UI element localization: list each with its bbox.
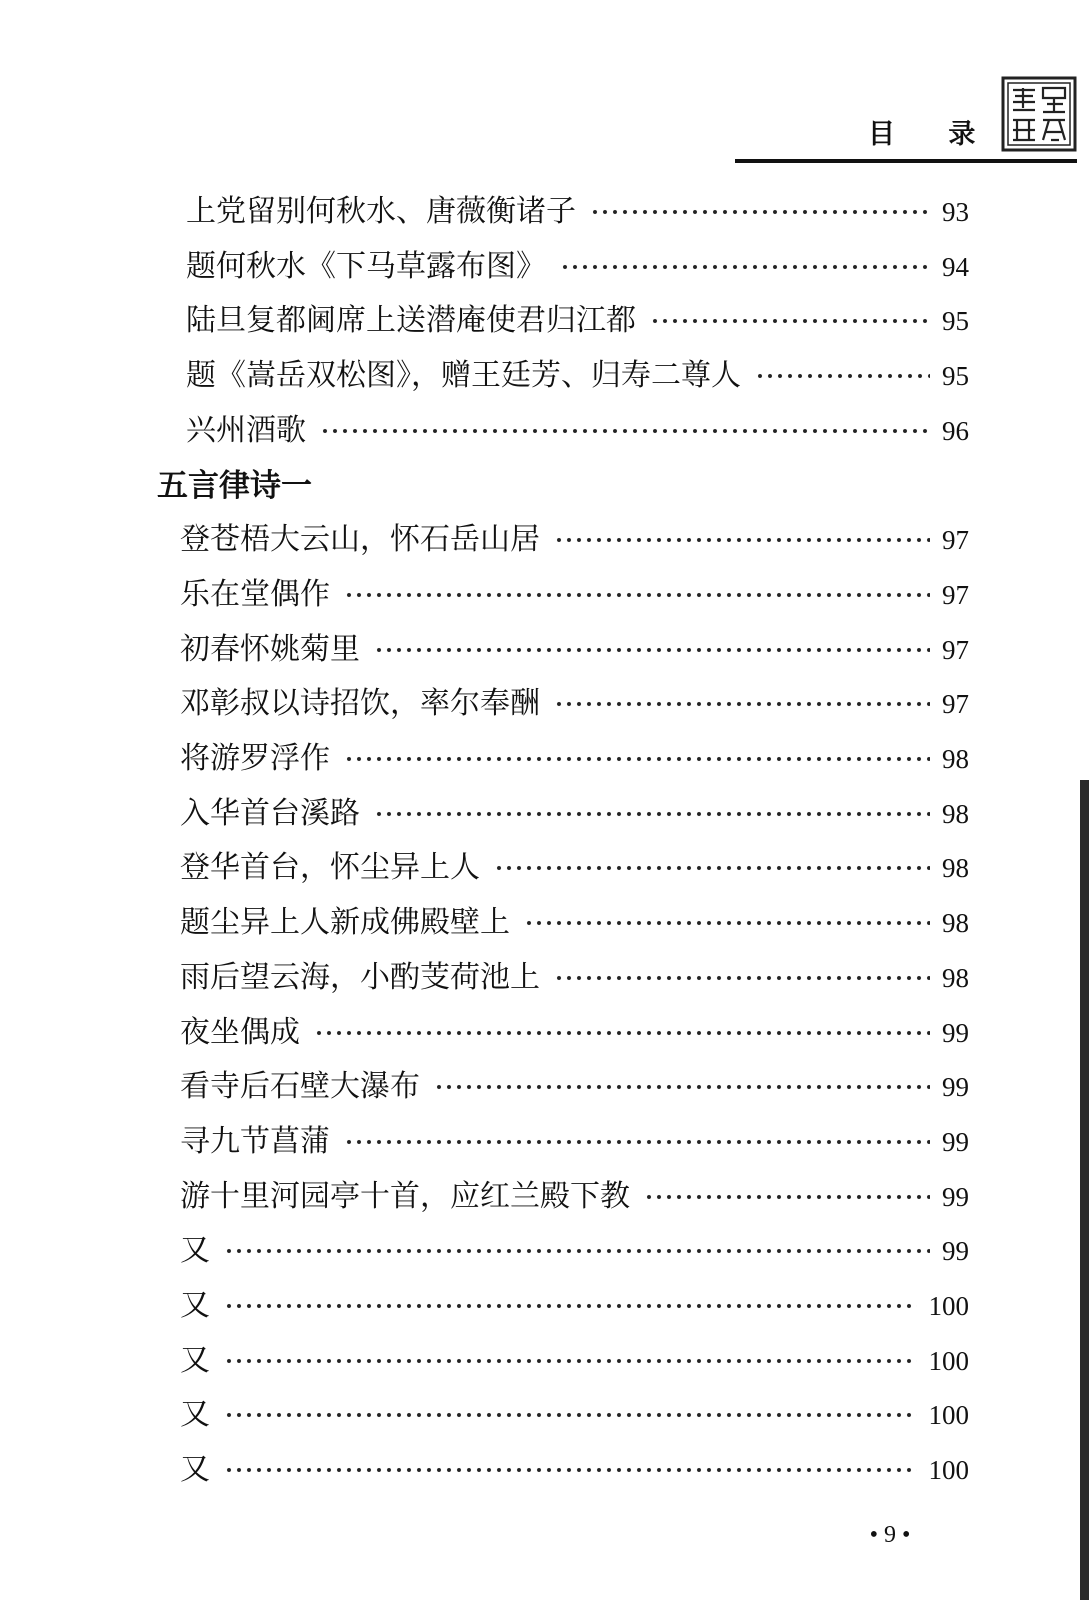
toc-entry[interactable]	[0, 1341, 1089, 1381]
toc-entry-title: 初春怀姚菊里	[180, 632, 360, 667]
toc-entry-page-number: 94	[942, 252, 969, 282]
toc-entry-title: 题何秋水《下马草露布图》	[186, 249, 546, 284]
toc-entry-title: 题《嵩岳双松图》，赠王廷芳、归寿二尊人	[186, 358, 741, 393]
toc-entry-title: 又	[180, 1343, 210, 1378]
dot-leader	[224, 1464, 917, 1476]
toc-entry-page-number: 96	[942, 416, 969, 446]
toc-entry[interactable]	[0, 192, 1089, 232]
toc-entry[interactable]	[0, 739, 1089, 779]
toc-entry-title: 寻九节菖蒲	[180, 1124, 330, 1159]
toc-entry-page-number: 100	[928, 1346, 969, 1376]
toc-entry-title: 题尘异上人新成佛殿壁上	[180, 905, 510, 940]
dot-leader	[374, 644, 930, 656]
toc-entry[interactable]	[0, 1231, 1089, 1271]
dot-leader	[224, 1245, 930, 1257]
toc-entry-page-number: 95	[942, 306, 969, 336]
toc-entry[interactable]	[0, 411, 1089, 451]
toc-entry[interactable]	[0, 575, 1089, 615]
toc-entry[interactable]	[0, 848, 1089, 888]
dot-leader	[554, 972, 930, 984]
dot-leader	[494, 862, 930, 874]
toc-entry-page-number: 99	[942, 1127, 969, 1157]
toc-entry[interactable]	[0, 630, 1089, 670]
toc-entry[interactable]	[0, 1122, 1089, 1162]
toc-entry-page-number: 99	[942, 1072, 969, 1102]
toc-entry-title: 雨后望云海，小酌芰荷池上	[180, 960, 540, 995]
toc-entry-title: 将游罗浮作	[180, 741, 330, 776]
toc-entry-page-number: 97	[942, 580, 969, 610]
toc-entry-title: 登华首台，怀尘异上人	[180, 850, 480, 885]
dot-leader	[344, 1136, 930, 1148]
section-heading: 五言律诗一	[157, 468, 312, 504]
toc-entry-title: 邓彰叔以诗招饮，率尔奉酬	[180, 686, 540, 721]
toc-entry-page-number: 100	[928, 1400, 969, 1430]
toc-entry-page-number: 99	[942, 1182, 969, 1212]
dot-leader	[344, 589, 930, 601]
toc-entry-page-number: 98	[942, 908, 969, 938]
toc-entry-page-number: 97	[942, 635, 969, 665]
toc-entry[interactable]	[0, 794, 1089, 834]
toc-entry[interactable]	[0, 520, 1089, 560]
toc-entry-title: 看寺后石壁大瀑布	[180, 1069, 420, 1104]
toc-entry-title: 陆旦复都阃席上送潜庵使君归江都	[186, 303, 636, 338]
dot-leader	[434, 1081, 930, 1093]
dot-leader	[590, 206, 930, 218]
toc-entry[interactable]	[0, 1450, 1089, 1490]
toc-entry-page-number: 97	[942, 689, 969, 719]
toc-entry-title: 乐在堂偶作	[180, 577, 330, 612]
toc-entry[interactable]	[0, 903, 1089, 943]
toc-entry[interactable]	[0, 1395, 1089, 1435]
dot-leader	[554, 698, 930, 710]
toc-entry[interactable]	[0, 1177, 1089, 1217]
toc-entry[interactable]	[0, 301, 1089, 341]
toc-entry-page-number: 98	[942, 853, 969, 883]
toc-entry-page-number: 99	[942, 1018, 969, 1048]
toc-entry-title: 入华首台溪路	[180, 796, 360, 831]
dot-leader	[224, 1409, 917, 1421]
toc-entry-page-number: 93	[942, 197, 969, 227]
toc-entry-page-number: 100	[928, 1455, 969, 1485]
running-header-title: 目 录	[868, 119, 998, 150]
dot-leader	[644, 1191, 930, 1203]
toc-entry-page-number: 98	[942, 744, 969, 774]
dot-leader	[755, 370, 930, 382]
toc-entry-title: 又	[180, 1397, 210, 1432]
toc-entry-title: 夜坐偶成	[180, 1015, 300, 1050]
dot-leader	[374, 808, 930, 820]
toc-entry[interactable]	[0, 356, 1089, 396]
dot-leader	[224, 1355, 917, 1367]
toc-entry-title: 又	[180, 1288, 210, 1323]
dot-leader	[224, 1300, 917, 1312]
toc-entry-title: 上党留别何秋水、唐薇衡诸子	[186, 194, 576, 229]
toc-entry-page-number: 98	[942, 963, 969, 993]
toc-entry[interactable]	[0, 1013, 1089, 1053]
toc-entry-page-number: 98	[942, 799, 969, 829]
toc-entry-page-number: 99	[942, 1236, 969, 1266]
toc-entry-title: 又	[180, 1233, 210, 1268]
toc-entry[interactable]	[0, 958, 1089, 998]
toc-entry[interactable]	[0, 1067, 1089, 1107]
toc-entry[interactable]	[0, 684, 1089, 724]
toc-entry-title: 游十里河园亭十首，应红兰殿下教	[180, 1179, 630, 1214]
toc-entry-page-number: 100	[928, 1291, 969, 1321]
toc-entry-page-number: 97	[942, 525, 969, 555]
dot-leader	[650, 315, 930, 327]
toc-entry[interactable]	[0, 247, 1089, 287]
page-number-folio: • 9 •	[869, 1522, 911, 1548]
dot-leader	[314, 1027, 930, 1039]
toc-entry[interactable]	[0, 1286, 1089, 1326]
toc-entry-title: 登苍梧大云山，怀石岳山居	[180, 522, 540, 557]
toc-entry-title: 兴州酒歌	[186, 413, 306, 448]
dot-leader	[344, 753, 930, 765]
dot-leader	[554, 534, 930, 546]
dot-leader	[524, 917, 930, 929]
dot-leader	[320, 425, 930, 437]
toc-entry-title: 又	[180, 1452, 210, 1487]
dot-leader	[560, 261, 930, 273]
toc-entry-page-number: 95	[942, 361, 969, 391]
